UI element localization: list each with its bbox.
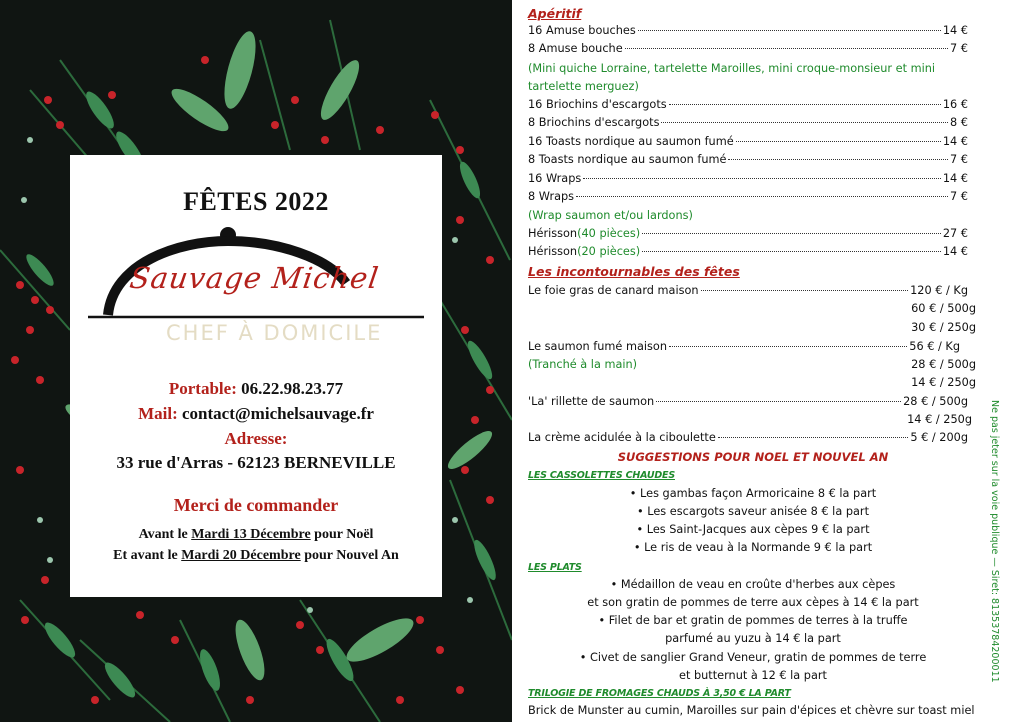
noel-deadline-date: Mardi 13 Décembre bbox=[191, 527, 311, 542]
phone-label: Portable: bbox=[168, 379, 237, 398]
list-item: parfumé au yuzu à 14 € la part bbox=[665, 632, 841, 645]
price-variant: 28 € / 500g bbox=[911, 358, 976, 371]
aperitif-note: tartelette merguez) bbox=[528, 80, 639, 93]
menu-item: 8 Toasts nordique au saumon fumé 7 € bbox=[528, 153, 968, 166]
address-label: Adresse: bbox=[224, 429, 288, 448]
event-title: FÊTES 2022 bbox=[183, 187, 329, 216]
list-item: • Les gambas façon Armoricaine 8 € la part bbox=[629, 487, 877, 500]
aperitif-note: (Mini quiche Lorraine, tartelette Maroilles, mini croque-monsieur et mini bbox=[528, 62, 936, 75]
legal-note: Ne pas jeter sur la voie publique — Siret: 81353784200011 bbox=[989, 400, 1000, 683]
order-deadline-nouvel-an: Et avant le Mardi 20 Décembre pour Nouvel An bbox=[113, 548, 399, 563]
menu-panel bbox=[512, 0, 1024, 722]
list-item: • Le ris de veau à la Normande 9 € la part bbox=[633, 541, 873, 554]
logo-tagline: CHEF À DOMICILE bbox=[166, 321, 383, 345]
list-item: • Civet de sanglier Grand Veneur, gratin de pommes de terre bbox=[579, 651, 927, 664]
trilogie-description: Brick de Munster au cumin, Maroilles sur pain d'épices et chèvre sur toast miel bbox=[528, 704, 975, 717]
order-heading: Merci de commander bbox=[173, 495, 339, 515]
menu-item: Hérisson (20 pièces) 14 € bbox=[528, 245, 968, 258]
menu-item: 'La' rillette de saumon 28 € / 500g bbox=[528, 395, 968, 408]
menu-item: 16 Amuse bouches 14 € bbox=[528, 24, 968, 37]
menu-item: 8 Wraps 7 € bbox=[528, 190, 968, 203]
price-variant: 30 € / 250g bbox=[911, 321, 976, 334]
menu-item: 8 Amuse bouche 7 € bbox=[528, 42, 968, 55]
list-item: • Les escargots saveur anisée 8 € la part bbox=[637, 505, 869, 518]
suggestions-heading: SUGGESTIONS POUR NOEL ET NOUVEL AN bbox=[617, 450, 889, 464]
mail-label: Mail: bbox=[138, 404, 178, 423]
menu-item: Hérisson (40 pièces) 27 € bbox=[528, 227, 968, 240]
price-variant: 14 € / 250g bbox=[911, 376, 976, 389]
menu-item: 8 Briochins d'escargots 8 € bbox=[528, 116, 968, 129]
aperitif-heading: Apéritif bbox=[528, 6, 582, 21]
menu-item: 16 Toasts nordique au saumon fumé 14 € bbox=[528, 135, 968, 148]
menu-item: 16 Briochins d'escargots 16 € bbox=[528, 98, 968, 111]
info-card bbox=[70, 155, 442, 597]
list-item: et son gratin de pommes de terre aux cèpes à 14 € la part bbox=[587, 596, 919, 609]
address: 33 rue d'Arras - 62123 BERNEVILLE bbox=[116, 453, 396, 472]
nouvel-an-deadline-date: Mardi 20 Décembre bbox=[181, 548, 301, 563]
menu-item: Le foie gras de canard maison 120 € / Kg bbox=[528, 284, 968, 297]
wrap-note: (Wrap saumon et/ou lardons) bbox=[528, 209, 693, 222]
mail-line bbox=[70, 404, 442, 424]
price-variant: 60 € / 500g bbox=[911, 302, 976, 315]
list-item: • Les Saint-Jacques aux cèpes 9 € la part bbox=[636, 523, 870, 536]
logo-name: Sauvage Michel bbox=[127, 261, 382, 295]
trilogie-heading: TRILOGIE DE FROMAGES CHAUDS À 3,50 € LA PART bbox=[528, 688, 791, 699]
phone-line bbox=[70, 379, 442, 399]
menu-item: Le saumon fumé maison 56 € / Kg bbox=[528, 340, 960, 353]
menu-item: 16 Wraps 14 € bbox=[528, 172, 968, 185]
address-label-line bbox=[70, 429, 442, 449]
cassolettes-heading: LES CASSOLETTES CHAUDES bbox=[528, 470, 675, 481]
menu-item: La crème acidulée à la ciboulette 5 € / 200g bbox=[528, 431, 968, 444]
order-deadline-noel: Avant le Mardi 13 Décembre pour Noël bbox=[138, 527, 374, 542]
phone-number[interactable]: 06.22.98.23.77 bbox=[241, 379, 344, 398]
list-item: et butternut à 12 € la part bbox=[679, 669, 827, 682]
list-item: • Filet de bar et gratin de pommes de terres à la truffe bbox=[598, 614, 908, 627]
incontournables-heading: Les incontournables des fêtes bbox=[528, 264, 740, 279]
mail-address[interactable]: contact@michelsauvage.fr bbox=[182, 404, 374, 423]
price-variant: 14 € / 250g bbox=[907, 413, 972, 426]
saumon-note: (Tranché à la main) bbox=[528, 358, 638, 371]
list-item: • Médaillon de veau en croûte d'herbes aux cèpes bbox=[610, 578, 896, 591]
plats-heading: LES PLATS bbox=[528, 562, 582, 573]
